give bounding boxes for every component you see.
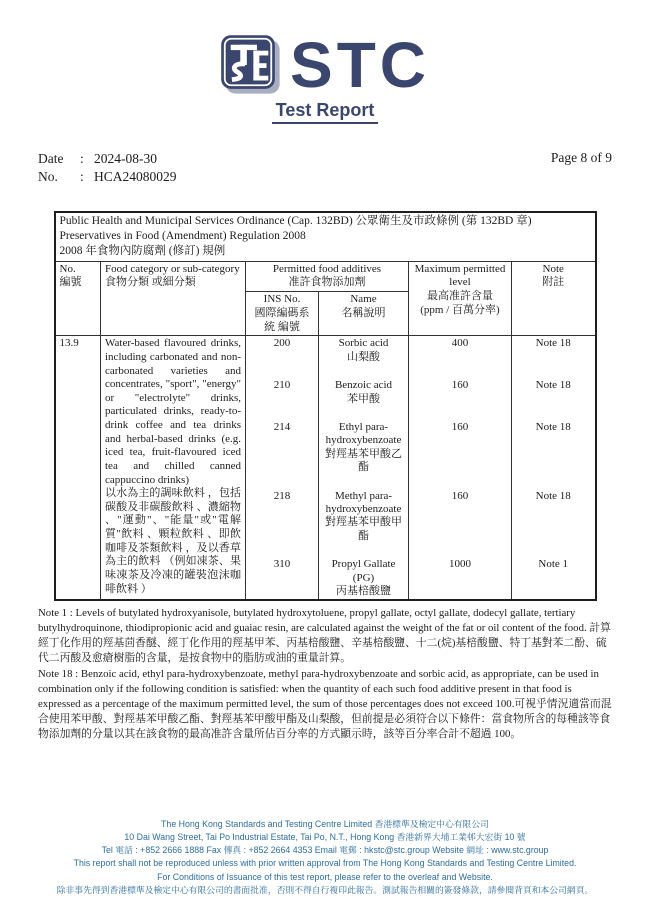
footer-notice-conditions: For Conditions of Issuance of this test report, please refer to the overleaf and Website. [157, 871, 493, 882]
additive-name: Sorbic acid 山梨酸 [319, 336, 409, 378]
max-level: 160 [409, 420, 512, 489]
note-ref: Note 18 [512, 378, 596, 420]
col-header-permitted-additives: Permitted food additives 准許食物添加劑 [246, 261, 409, 292]
max-level: 160 [409, 378, 512, 420]
ins-no: 310 [246, 557, 319, 600]
ins-no: 214 [246, 420, 319, 489]
report-header [38, 29, 612, 124]
regulation-title-line2: Preservatives in Food (Amendment) Regulation 2008 [59, 230, 306, 243]
footer-contact: Tel 電話 : +852 2666 1888 Fax 傳真 : +852 2664 4353 Email 電郵 : hkstc@stc.group Website 網址 : www.stc.group [101, 845, 549, 856]
date-line [38, 150, 177, 168]
col-header-ins-no: INS No. 國際編碼系統 編號 [246, 292, 319, 336]
report-no-colon: : [80, 168, 84, 184]
food-category-cell [101, 336, 246, 601]
additive-name: Benzoic acid 苯甲酸 [319, 378, 409, 420]
report-title: Test Report [272, 100, 379, 124]
regulation-title-row [55, 212, 596, 261]
ins-no: 210 [246, 378, 319, 420]
note-ref: Note 1 [512, 557, 596, 600]
meta-row [38, 150, 612, 185]
regulation-table [54, 211, 597, 601]
food-category-zh: 以水為主的調味飲料 ，包括碳酸及非碳酸飲料 、濃縮物 、"運動"、"能量"或"電解質"飲料 、顆粒飲料 、即飲咖啡及茶類飲料 ，及以香草為主的飲料 （例如凍茶、果味凍茶及冷凍的罐裝泡沫咖啡飲料 ） [105, 487, 241, 595]
regulation-title [55, 212, 596, 261]
note-ref: Note 18 [512, 420, 596, 489]
ins-no: 200 [246, 336, 319, 378]
max-level: 400 [409, 336, 512, 378]
date-colon: : [80, 151, 84, 166]
regulation-title-line3: 2008 年食物內防腐劑 (修訂) 規例 [59, 245, 226, 258]
food-category-en: Water-based flavoured drinks, including carbonated and non-carbonated varieties and concentrates, "sport", "energy" or "electrolyte" drinks, particulated drinks, ready-to-drink coffee and tea drinks and herbal-based drinks (e.g. iced tea, fruit-flavoured iced tea and chilled canned cappuccino drinks) [105, 337, 241, 486]
date-value: 2024-08-30 [94, 151, 157, 166]
table-header-row [55, 261, 596, 292]
note-18-label: Note 18 : [38, 668, 79, 681]
brand-wordmark: STC [290, 29, 430, 101]
report-no-label: No. [38, 168, 58, 184]
additive-name: Ethyl para-hydroxybenzoate 對羥基苯甲酸乙酯 [319, 420, 409, 489]
col-header-max-level: Maximum permitted level 最高准許含量 (ppm / 百萬分率) [409, 261, 512, 336]
col-header-no: No. 編號 [55, 261, 101, 336]
notes-section [38, 606, 612, 741]
page-number: Page 8 of 9 [550, 150, 612, 165]
note-1-label: Note 1 : [38, 607, 73, 620]
note-ref: Note 18 [512, 489, 596, 558]
row-no: 13.9 [55, 336, 101, 601]
footer-notice-reproduction: This report shall not be reproduced unless with prior written approval from The Hong Kong Standards and Testing Centre Limited. [73, 858, 577, 869]
footer-address: 10 Dai Wang Street, Tai Po Industrial Estate, Tai Po, N.T., Hong Kong 香港新界大埔工業邨大宏街 10 號 [124, 832, 526, 843]
note-18-text: Benzoic acid, ethyl para-hydroxybenzoate, methyl para-hydroxybenzoate and sorbic acid, as appropriate, can be used in combination only if the following condition is satisfied: when the quantity of each such food additive present in that food is expressed as a percentage of the maximum permitted level, the sum of those percentages does not exceed 100.可視乎情況適當而混合使用苯甲酸、對羥基苯甲酸乙酯、對羥基苯甲酸甲酯及山梨酸，但前提是必須符合以下條件：當食物所含的每種該等食物添加劑的分量以其在該食物的最高准許含量所佔百分率的方式顯示時，該等百分率合計不超過 100。 [38, 668, 612, 740]
report-no-line [38, 168, 177, 186]
note-ref: Note 18 [512, 336, 596, 378]
report-footer [0, 818, 650, 897]
meta-left [38, 150, 177, 185]
additive-name: Propyl Gallate (PG) 丙基棓酸鹽 [319, 557, 409, 600]
max-level: 1000 [409, 557, 512, 600]
col-header-note: Note 附註 [512, 261, 596, 336]
date-label: Date [38, 151, 64, 166]
footer-company: The Hong Kong Standards and Testing Centre Limited 香港標準及檢定中心有限公司 [161, 818, 489, 829]
col-header-name: Name 名稱說明 [319, 292, 409, 336]
max-level: 160 [409, 489, 512, 558]
note-1 [38, 606, 612, 666]
additive-name: Methyl para-hydroxybenzoate 對羥基苯甲酸甲酯 [319, 489, 409, 558]
report-no-value: HCA24080029 [94, 168, 177, 184]
stc-logo [38, 29, 612, 101]
note-1-text: Levels of butylated hydroxyanisole, butylated hydroxytoluene, propyl gallate, octyl gallate, dodecyl gallate, tertiary butylhydroquinone, thiodipropionic acid and guaiac resin, are calculated against the weight of the fat or oil content of the food. 計算經丁化作用的羥基茴香醚、經丁化作用的羥基甲苯、丙基棓酸鹽、辛基棓酸鹽、十二(烷)基棓酸鹽、特丁基對苯二酚、硫代二丙酸及愈瘡樹脂的含量，是按食物中的脂肪或油的重量計算。 [38, 607, 611, 665]
table-row [55, 336, 596, 378]
ins-no: 218 [246, 489, 319, 558]
footer-notice-chinese: 除非事先得到香港標準及檢定中心有限公司的書面批准，否則不得自行複印此報告。測試報告相關的簽發條款，請參閱背頁和本公司網頁。 [56, 884, 594, 895]
note-18 [38, 667, 612, 741]
col-header-food-category: Food category or sub-category 食物分類 或細分類 [101, 261, 246, 336]
tse-seal-icon [220, 32, 282, 98]
regulation-title-line1: Public Health and Municipal Services Ordinance (Cap. 132BD) 公眾衛生及市政條例 (第 132BD 章) [59, 215, 532, 228]
